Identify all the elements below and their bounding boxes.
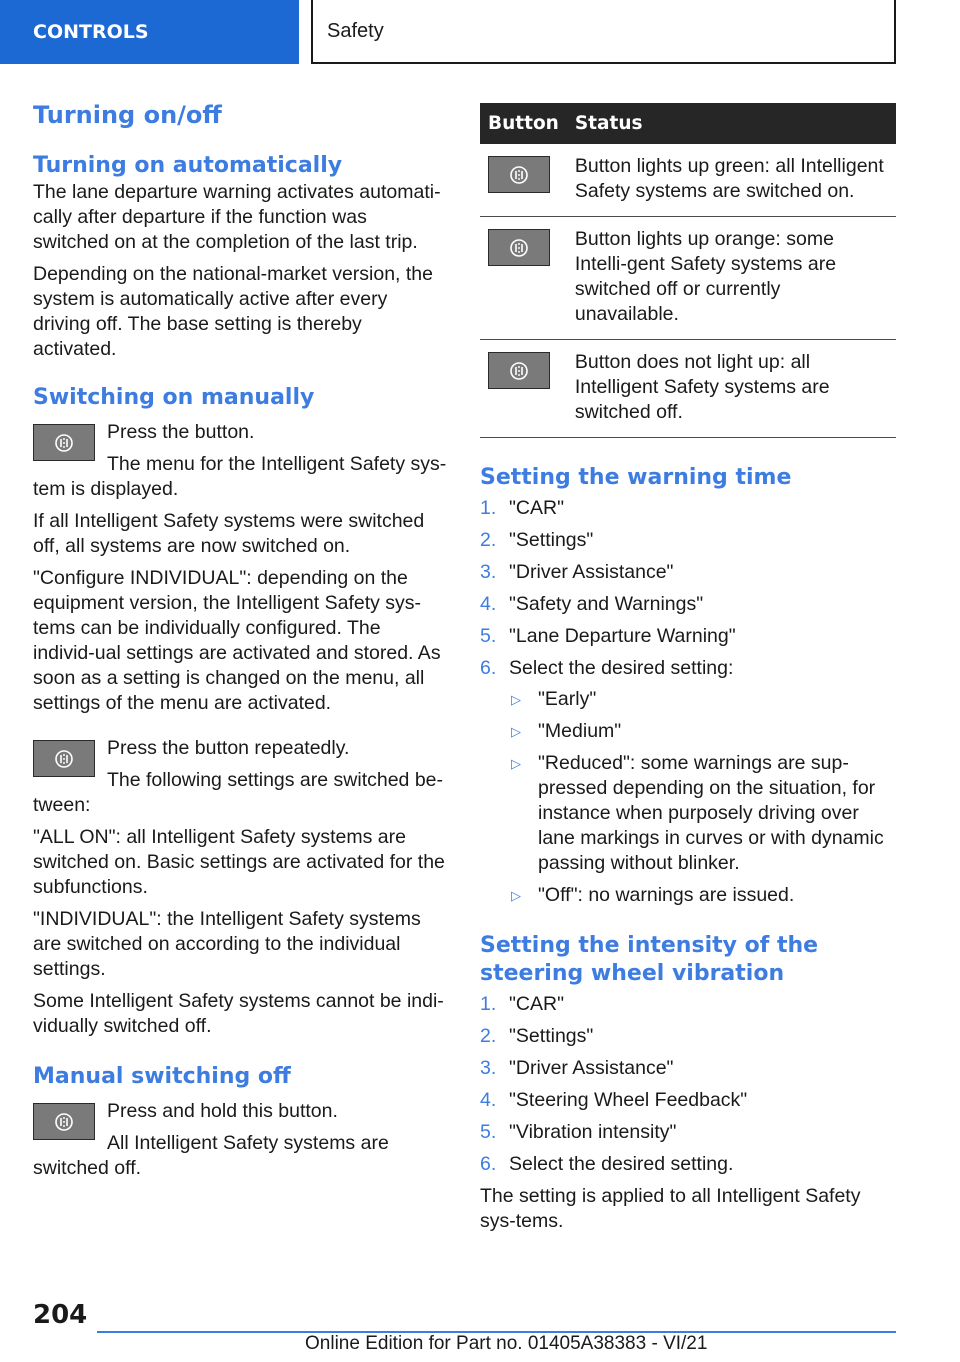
paragraph: The lane departure warning activates automati-cally after departure if the function was switched on at the completion of the last trip. [33,181,441,253]
step-number: 3. [480,561,497,583]
step-number: 5. [480,625,497,647]
paragraph: Press the button. [107,421,255,443]
step-number: 3. [480,1057,497,1079]
list-item [509,719,896,744]
list-item [480,1056,896,1081]
paragraph: "INDIVIDUAL": the Intelligent Safety systems are switched on according to the individual settings. [33,908,421,980]
step-text: Select the desired setting: [509,657,734,679]
safety-button-off-icon [488,352,550,389]
step-text: "CAR" [509,497,565,519]
status-text: Button does not light up: all Intelligent Safety systems are switched off. [567,340,896,438]
step-number: 1. [480,497,497,519]
section-heading: Turning on/off [33,101,222,129]
list-item [480,528,896,553]
paragraph: Depending on the national-market version, the system is automatically active after every driving off. The base setting is thereby activated. [33,263,433,360]
triangle-bullet-icon: ▷ [511,756,521,771]
list-item [480,1120,896,1145]
step-text: "Settings" [509,1025,594,1047]
paragraph: Some Intelligent Safety systems cannot be indi-vidually switched off. [33,990,444,1037]
step-number: 6. [480,657,497,679]
topic-title: Safety [327,19,384,42]
column-header-button: Button [480,103,567,144]
step-text: "Driver Assistance" [509,1057,674,1079]
list-item [509,883,896,908]
section-tab [0,0,299,64]
list-item [480,592,896,617]
topic-header [311,0,896,64]
step-text: "Vibration intensity" [509,1121,677,1143]
safety-button-green-icon [488,156,550,193]
step-text: "CAR" [509,993,565,1015]
vibration-steps [480,992,896,1177]
paragraph: The setting is applied to all Intelligent Safety sys-tems. [480,1185,861,1232]
table-row [480,144,896,217]
status-text: Button lights up green: all Intelligent Safety systems are switched on. [567,144,896,217]
step-number: 6. [480,1153,497,1175]
step-number: 2. [480,529,497,551]
step-number: 1. [480,993,497,1015]
status-table [480,103,896,438]
triangle-bullet-icon: ▷ [511,692,521,707]
list-item [480,992,896,1017]
list-item [480,1088,896,1113]
edition-note: Online Edition for Part no. 01405A38383 - VI/21 [305,1333,708,1354]
list-item [480,560,896,585]
safety-button-icon [33,1103,95,1140]
manual-heading: Switching on manually [33,385,315,410]
paragraph: "Configure INDIVIDUAL": depending on the equipment version, the Intelligent Safety sys-tems can be individually configured. The individ-ual settings are activated and stored. As soon as a setting is changed on the menu, all settings of the menu are activated. [33,567,441,714]
safety-button-icon [33,740,95,777]
step-text: "Lane Departure Warning" [509,625,736,647]
table-header-row [480,103,896,144]
vibration-heading: Setting the intensity of the steering wheel vibration [480,933,819,986]
left-column [33,100,447,1188]
paragraph: The menu for the Intelligent Safety sys-tem is displayed. [33,453,447,500]
step-text: "Settings" [509,529,594,551]
section-title: CONTROLS [33,21,149,43]
warning-steps [480,496,896,908]
page-number: 204 [33,1300,88,1330]
list-item [509,687,896,712]
option-text: "Reduced": some warnings are sup-pressed depending on the situation, for instance when purposely driving over lane markings in curves or with dynamic passing without blinker. [538,752,884,874]
auto-heading: Turning on automatically [33,153,343,178]
column-header-status: Status [567,103,896,144]
list-item [480,496,896,521]
step-text: Select the desired setting. [509,1153,734,1175]
paragraph: All Intelligent Safety systems are switched off. [33,1132,389,1179]
paragraph: The following settings are switched be-tween: [33,769,444,816]
right-column [480,103,896,1241]
step-number: 4. [480,1089,497,1111]
step-number: 5. [480,1121,497,1143]
list-item [480,656,896,908]
option-text: "Off": no warnings are issued. [538,884,795,906]
safety-button-orange-icon [488,229,550,266]
step-text: "Safety and Warnings" [509,593,704,615]
list-item [509,751,896,876]
step-text: "Steering Wheel Feedback" [509,1089,748,1111]
option-text: "Early" [538,688,597,710]
warning-options [509,687,896,908]
table-row [480,217,896,340]
list-item [480,1152,896,1177]
step-number: 2. [480,1025,497,1047]
paragraph: "ALL ON": all Intelligent Safety systems are switched on. Basic settings are activated for the subfunctions. [33,826,445,898]
table-row [480,340,896,438]
safety-button-icon [33,424,95,461]
triangle-bullet-icon: ▷ [511,888,521,903]
paragraph: Press and hold this button. [107,1100,338,1122]
list-item [480,624,896,649]
status-text: Button lights up orange: some Intelli-gent Safety systems are switched off or currently unavailable. [567,217,896,340]
off-heading: Manual switching off [33,1064,291,1089]
paragraph: If all Intelligent Safety systems were switched off, all systems are now switched on. [33,510,425,557]
warning-time-heading: Setting the warning time [480,465,792,490]
list-item [480,1024,896,1049]
step-text: "Driver Assistance" [509,561,674,583]
triangle-bullet-icon: ▷ [511,724,521,739]
step-number: 4. [480,593,497,615]
option-text: "Medium" [538,720,622,742]
paragraph: Press the button repeatedly. [107,737,350,759]
